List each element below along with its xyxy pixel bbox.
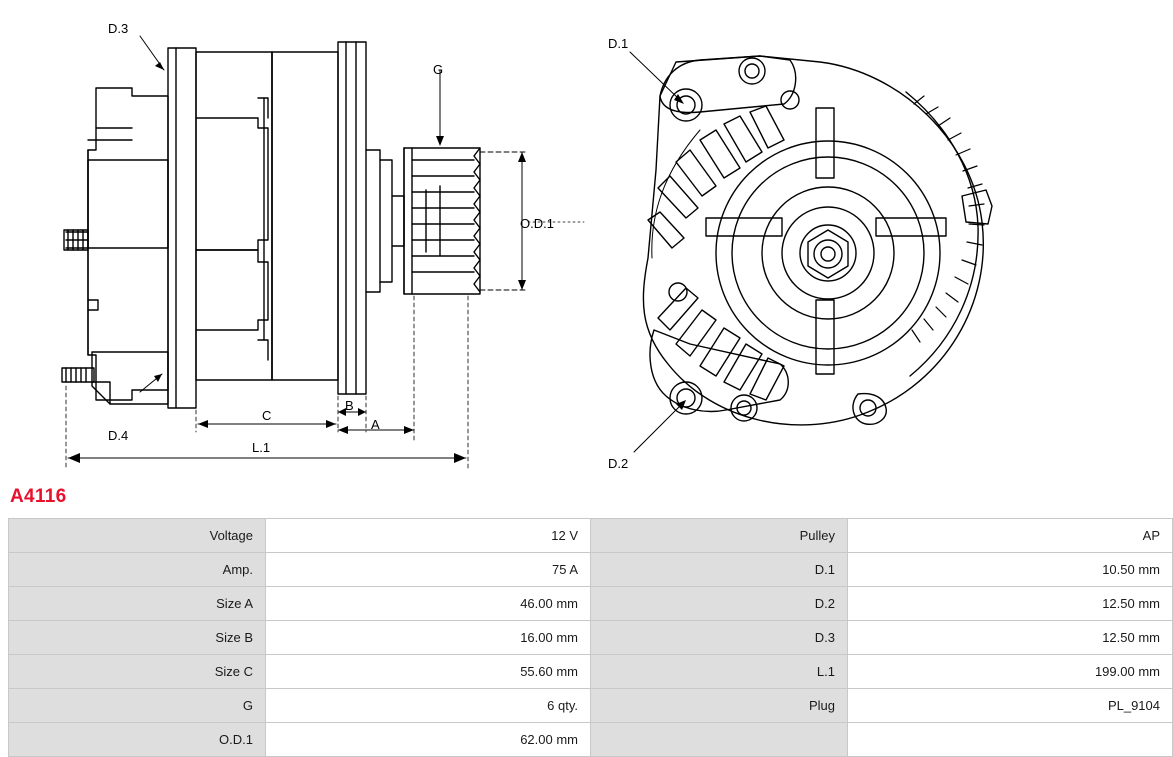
table-row xyxy=(9,689,1173,723)
spec-value: AP xyxy=(848,519,1173,553)
label-l1: L.1 xyxy=(252,440,271,455)
spec-label: Pulley xyxy=(591,519,848,553)
table-row xyxy=(9,519,1173,553)
label-a: A xyxy=(371,417,380,432)
spec-label: D.1 xyxy=(591,553,848,587)
label-d2: D.2 xyxy=(608,456,629,471)
spec-value: 62.00 mm xyxy=(266,723,591,757)
spec-label: D.2 xyxy=(591,587,848,621)
spec-label: Amp. xyxy=(9,553,266,587)
table-row xyxy=(9,655,1173,689)
spec-value: 55.60 mm xyxy=(266,655,591,689)
label-od1: O.D.1 xyxy=(520,216,554,231)
table-row xyxy=(9,723,1173,757)
specification-table xyxy=(8,518,1173,757)
spec-label-empty xyxy=(591,723,848,757)
spec-label: Size C xyxy=(9,655,266,689)
spec-value: 46.00 mm xyxy=(266,587,591,621)
spec-label: Size B xyxy=(9,621,266,655)
table-row xyxy=(9,621,1173,655)
spec-value: 12 V xyxy=(266,519,591,553)
label-d1: D.1 xyxy=(608,36,629,51)
spec-label: G xyxy=(9,689,266,723)
spec-label: D.3 xyxy=(591,621,848,655)
label-b: B xyxy=(345,398,354,413)
spec-label: Voltage xyxy=(9,519,266,553)
label-g: G xyxy=(433,62,444,77)
spec-value: 16.00 mm xyxy=(266,621,591,655)
label-d4: D.4 xyxy=(108,428,129,443)
part-number: A4116 xyxy=(10,486,67,507)
spec-value: 12.50 mm xyxy=(848,587,1173,621)
spec-value: 12.50 mm xyxy=(848,621,1173,655)
spec-table-body xyxy=(9,519,1173,757)
spec-value: 75 A xyxy=(266,553,591,587)
spec-label: Plug xyxy=(591,689,848,723)
spec-value: 199.00 mm xyxy=(848,655,1173,689)
spec-label: Size A xyxy=(9,587,266,621)
spec-label: O.D.1 xyxy=(9,723,266,757)
table-row xyxy=(9,587,1173,621)
spec-value: PL_9104 xyxy=(848,689,1173,723)
spec-label: L.1 xyxy=(591,655,848,689)
label-d3: D.3 xyxy=(108,21,129,36)
spec-value: 10.50 mm xyxy=(848,553,1173,587)
spec-value-empty xyxy=(848,723,1173,757)
spec-value: 6 qty. xyxy=(266,689,591,723)
table-row xyxy=(9,553,1173,587)
label-c: C xyxy=(262,408,272,423)
